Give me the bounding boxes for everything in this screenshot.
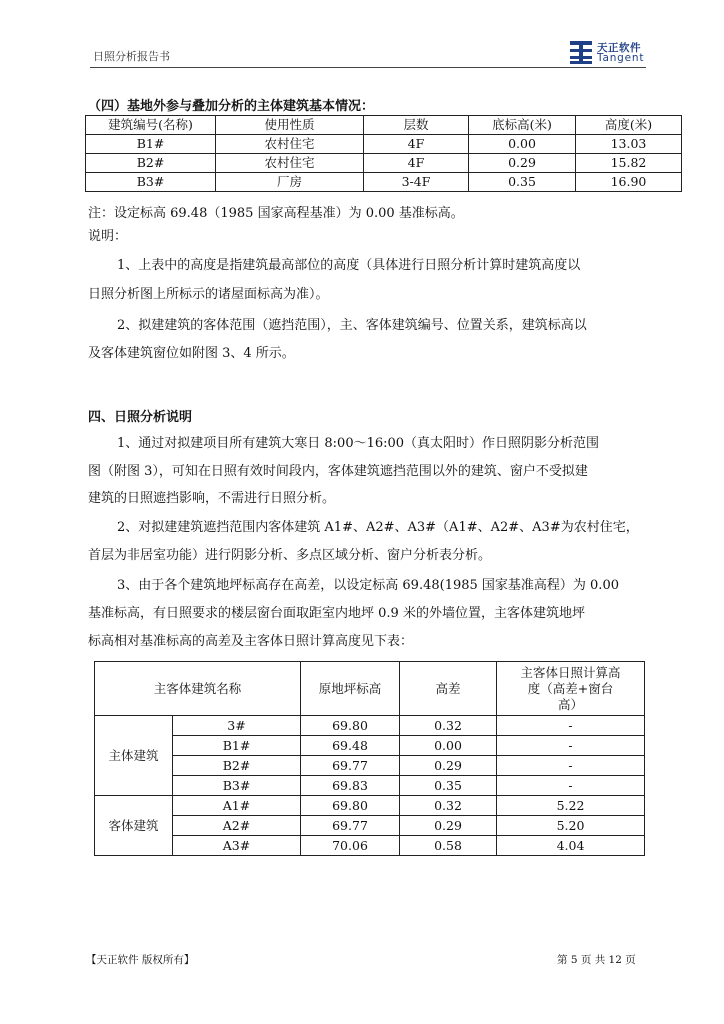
table-cell: B3# [173,776,301,796]
table-cell: 0.58 [400,836,497,856]
table-cell: 0.29 [400,816,497,836]
table-cell: A3# [173,836,301,856]
table-cell: B1# [86,135,216,154]
table-cell: 4F [364,135,469,154]
table-cell: 15.82 [576,154,682,173]
table-cell: 4.04 [497,836,645,856]
table-cell: 0.35 [400,776,497,796]
header-title: 日照分析报告书 [93,50,170,63]
col-header: 高差 [400,662,497,716]
table-header-row [86,116,682,135]
table-row [95,796,645,816]
table-row [86,173,682,192]
table-cell: - [497,756,645,776]
col-header: 层数 [364,116,469,135]
table-cell: B3# [86,173,216,192]
logo-text-cn: 天正软件 [597,42,641,54]
col-header-line: 度（高差+窗台 [527,680,614,696]
col-header: 建筑编号(名称) [86,116,216,135]
table-cell: 厂房 [216,173,364,192]
table-cell: 5.20 [497,816,645,836]
col-header-line: 主客体日照计算高 [520,664,621,680]
table-cell: 农村住宅 [216,135,364,154]
table-cell: 5.22 [497,796,645,816]
col-header: 主客体建筑名称 [95,662,301,716]
table-cell: B2# [173,756,301,776]
s4-p1-line3: 建筑的日照遮挡影响，不需进行日照分析。 [88,491,336,506]
footer-page-number: 第 5 页 共 12 页 [557,954,636,966]
table-header-row [95,662,645,716]
table-cell: 0.29 [400,756,497,776]
s4-p1-line1: 1、通过对拟建项目所有建筑大寒日 8:00～16:00（真太阳时）作日照阴影分析范围 [117,436,600,451]
table-cell: 69.48 [301,736,400,756]
table-cell: 69.77 [301,816,400,836]
table-cell: 4F [364,154,469,173]
table-cell: 0.32 [400,716,497,736]
s4-p1-line2: 图（附图 3），可知在日照有效时间段内，客体建筑遮挡范围以外的建筑、窗户不受拟建 [88,464,588,479]
explain-p1-line2: 日照分析图上所标示的诸屋面标高为准）。 [88,287,329,302]
subsection-heading: （四）基地外参与叠加分析的主体建筑基本情况： [88,99,375,114]
s4-p2-line1: 2、对拟建建筑遮挡范围内客体建筑 A1#、A2#、A3#（A1#、A2#、A3#为农村住宅， [117,520,639,535]
table-cell: B2# [86,154,216,173]
table-cell: - [497,736,645,756]
s4-p3-line2: 基准标高，有日照要求的楼层窗台面取距室内地坪 0.9 米的外墙位置，主客体建筑地坪 [88,606,585,621]
explain-p1-line1: 1、上表中的高度是指建筑最高部位的高度（具体进行日照分析计算时建筑高度以 [117,258,581,273]
table-cell: 3# [173,716,301,736]
group-label-main: 主体建筑 [95,716,173,796]
table-cell: 69.80 [301,796,400,816]
table-cell: A1# [173,796,301,816]
explain-label: 说明： [88,229,128,244]
explain-p2-line1: 2、拟建建筑的客体范围（遮挡范围），主、客体建筑编号、位置关系，建筑标高以 [117,318,587,333]
table-cell: 69.80 [301,716,400,736]
main-buildings-table [85,115,682,192]
table-cell: 70.06 [301,836,400,856]
section-heading: 四、日照分析说明 [88,410,193,425]
table-cell: 69.77 [301,756,400,776]
table-cell: 0.32 [400,796,497,816]
note-text: 注：设定标高 69.48（1985 国家高程基准）为 0.00 基准标高。 [88,206,464,221]
table-cell: 农村住宅 [216,154,364,173]
table-cell: 69.83 [301,776,400,796]
table-row [86,135,682,154]
table-cell: 3-4F [364,173,469,192]
table-cell: 0.35 [469,173,576,192]
table-cell: 0.00 [469,135,576,154]
group-label-guest: 客体建筑 [95,796,173,856]
explain-p2-line2: 及客体建筑窗位如附图 3、4 所示。 [88,346,295,361]
table-row [95,836,645,856]
table-cell: 0.00 [400,736,497,756]
table-row [95,736,645,756]
table-cell: 0.29 [469,154,576,173]
height-difference-table [94,661,645,856]
col-header [497,662,645,716]
logo-text-en: Tangent [597,52,645,64]
header-divider [90,67,646,68]
col-header: 高度(米) [576,116,682,135]
s4-p3-line3: 标高相对基准标高的高差及主客体日照计算高度见下表： [88,634,414,649]
table-row [95,716,645,736]
table-cell: - [497,716,645,736]
s4-p2-line2: 首层为非居室功能）进行阴影分析、多点区域分析、窗户分析表分析。 [88,548,492,563]
table-row [95,776,645,796]
col-header: 底标高(米) [469,116,576,135]
table-row [95,816,645,836]
table-cell: A2# [173,816,301,836]
table-row [86,154,682,173]
footer-copyright: 【天正软件 版权所有】 [86,954,195,966]
table-cell: 16.90 [576,173,682,192]
col-header: 使用性质 [216,116,364,135]
col-header: 原地坪标高 [301,662,400,716]
table-cell: 13.03 [576,135,682,154]
table-cell: - [497,776,645,796]
table-cell: B1# [173,736,301,756]
s4-p3-line1: 3、由于各个建筑地坪标高存在高差，以设定标高 69.48(1985 国家基准高程）为 0.00 [117,578,619,593]
table-row [95,756,645,776]
col-header-line: 高） [558,696,584,712]
